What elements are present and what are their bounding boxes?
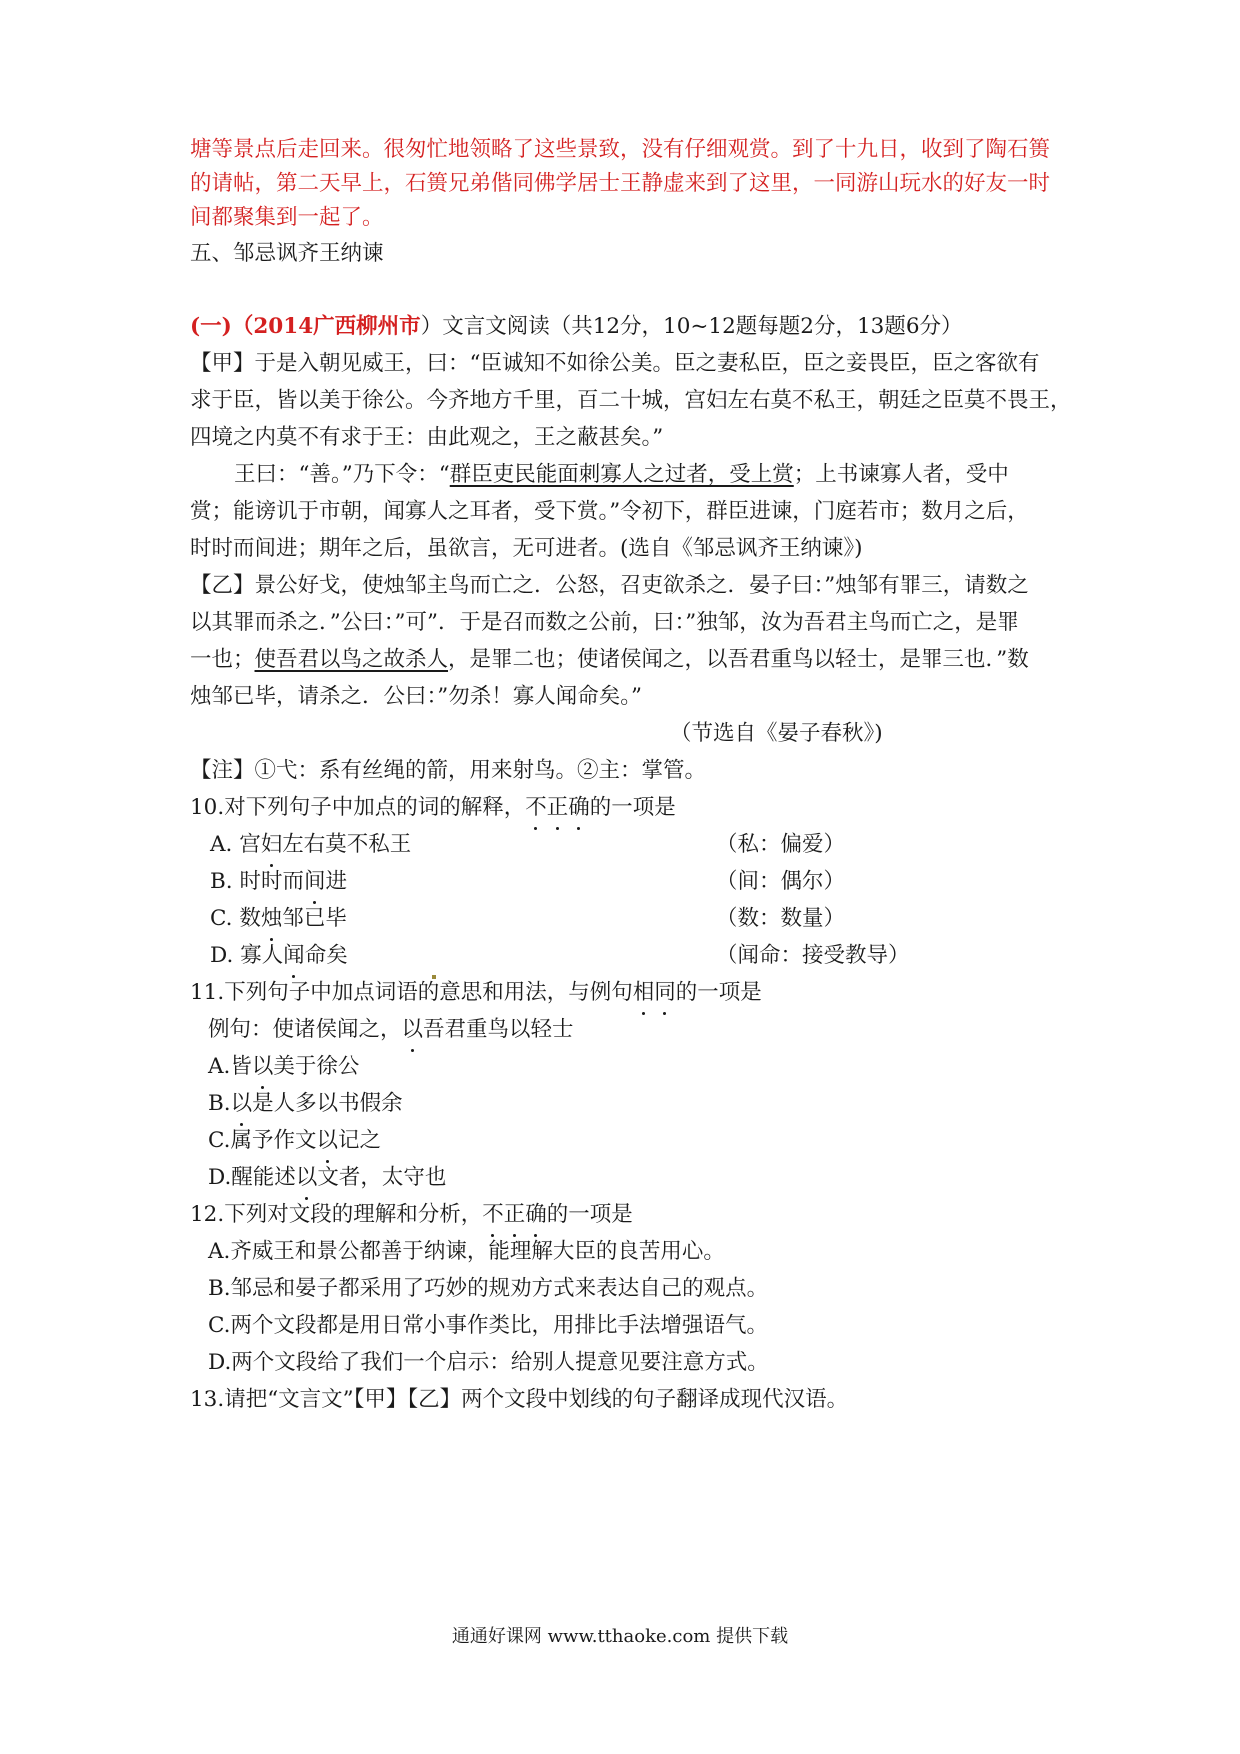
q12-option-c: C.两个文段都是用日常小事作类比，用排比手法增强语气。	[208, 1313, 769, 1338]
q10-option-b-gloss: （间：偶尔）	[716, 869, 846, 894]
q10-option-d-dotted: 闻	[283, 939, 305, 973]
q10-option-b-dotted: 间	[304, 865, 326, 899]
q13-stem: 13.请把“文言文”【甲】【乙】两个文段中划线的句子翻译成现代汉语。	[190, 1387, 849, 1412]
q10-option-a-gloss: （私：偏爱）	[716, 832, 846, 857]
q10-option-c-gloss: （数：数量）	[716, 906, 846, 931]
passage-yi-line-3	[190, 643, 1070, 677]
q10-option-a	[210, 828, 1090, 862]
q10-dot-1: 不	[525, 791, 547, 825]
passage-jia-line-1: 【甲】于是入朝见威王，曰：“臣诚知不如徐公美。臣之妻私臣，臣之妾畏臣，臣之客欲有	[190, 351, 1040, 376]
source-tag: (一)（2014广西柳州市	[190, 314, 421, 339]
q11-example-post: 吾君重鸟以轻士	[423, 1017, 574, 1042]
section-title: 五、邹忌讽齐王纳谏	[190, 241, 384, 266]
intro-line-1: 塘等景点后走回来。很匆忙地领略了这些景致，没有仔细观赏。到了十九日，收到了陶石篑	[190, 137, 1051, 162]
q10-dot-3: 确	[568, 791, 590, 825]
q11-example	[208, 1013, 1088, 1047]
q10-option-c-pre: 数	[239, 906, 261, 931]
q12-option-a: A.齐威王和景公都善于纳谏，能理解大臣的良苦用心。	[208, 1239, 725, 1264]
q12-option-b: B.邹忌和晏子都采用了巧妙的规劝方式来表达自己的观点。	[208, 1276, 769, 1301]
underlined-sentence-yi: 使吾君以鸟之故杀人	[254, 647, 449, 672]
q10-dot-2: 正	[547, 791, 569, 825]
q11-dot-2: 同	[654, 976, 676, 1010]
q10-option-d	[210, 939, 1090, 973]
q10-stem-post: 的一项是	[589, 795, 676, 820]
passage-yi-source: （节选自《晏子春秋》)	[670, 721, 883, 746]
q11-option-b	[208, 1087, 1088, 1121]
q10-stem-pre: 10.对下列句子中加点的词的解释，	[190, 795, 526, 820]
passage-yi-line-1: 【乙】景公好戈，使烛邹主鸟而亡之．公怒，召吏欲杀之．晏子曰：”烛邹有罪三，请数之	[190, 573, 1029, 598]
q12-stem-pre: 12.下列对文段的理解和分析，	[190, 1202, 483, 1227]
q10-option-d-post: 命矣	[304, 943, 348, 968]
intro-line-2: 的请帖，第二天早上，石篑兄弟偕同佛学居士王静虚来到了这里，一同游山玩水的好友一时	[190, 171, 1051, 196]
q10-option-a-letter: A.	[210, 832, 233, 857]
q12-dot-3: 确	[525, 1198, 547, 1232]
q11-option-c-post: 记之	[338, 1128, 382, 1153]
q11-option-b-dotted: 以	[231, 1087, 253, 1121]
q11-stem-post: 的一项是	[675, 980, 762, 1005]
q10-option-a-dotted: 妇	[261, 828, 283, 862]
q12-stem-post: 的一项是	[546, 1202, 633, 1227]
reading-header-rest: ）文言文阅读（共12分，10~12题每题2分，13题6分）	[420, 314, 963, 339]
q10-option-c-post: 邹已毕	[282, 906, 347, 931]
q11-option-a	[208, 1050, 1088, 1084]
q12-dot-1: 不	[482, 1198, 504, 1232]
passage-yi-line-4: 烛邹已毕，请杀之．公曰：”勿杀！寡人闻命矣。”	[190, 684, 642, 709]
reading-header	[190, 310, 1070, 344]
q10-option-d-pre: 寡人	[240, 943, 284, 968]
footer: 通通好课网 www.tthaoke.com 提供下载	[451, 1626, 789, 1647]
q10-option-b-post: 进	[325, 869, 348, 894]
q10-option-b	[210, 865, 1090, 899]
passage-jia-line-4	[234, 458, 1114, 492]
passage-yi-line-3-pre: 一也；	[190, 647, 255, 672]
intro-line-3: 间都聚集到一起了。	[190, 205, 384, 230]
q11-option-d-dotted: 以	[296, 1161, 318, 1195]
underlined-sentence-jia: 群臣吏民能面刺寡人之过者，受上赏	[449, 462, 794, 487]
q10-option-c-dotted: 烛	[261, 902, 283, 936]
passage-yi-line-3-post: ，是罪二也；使诸侯闻之，以吾君重鸟以轻士，是罪三也．”数	[448, 647, 1029, 672]
passage-jia-line-2: 求于臣，皆以美于徐公。今齐地方千里，百二十城，宫妇左右莫不私王，朝廷之臣莫不畏王，	[190, 388, 1072, 413]
q12-stem	[190, 1198, 1070, 1232]
passage-jia-line-5: 赏；能谤讥于市朝，闻寡人之耳者，受下赏。”令初下，群臣进谏，门庭若市；数月之后，	[190, 499, 1029, 524]
q11-option-d-post: 文者，太守也	[317, 1165, 447, 1190]
q10-option-b-letter: B.	[210, 869, 233, 894]
q11-stem-pre: 11.下列句子中加点词语的意思和用法，与例句	[190, 980, 633, 1005]
q11-option-b-pre: B.	[208, 1091, 231, 1116]
q11-option-d	[208, 1161, 1088, 1195]
q10-option-a-post: 左右莫不私王	[282, 832, 412, 857]
q10-stem	[190, 791, 1070, 825]
q11-option-d-pre: D.醒能述	[208, 1165, 296, 1190]
q11-dot-1: 相	[633, 976, 655, 1010]
passage-jia-line-4-pre: 王曰：“善。”乃下令：“	[234, 462, 450, 487]
passage-jia-line-4-post: ；上书谏寡人者，受中	[793, 462, 1009, 487]
q11-option-c	[208, 1124, 1088, 1158]
q11-example-pre: 例句：使诸侯闻之，	[208, 1017, 402, 1042]
passage-jia-line-3: 四境之内莫不有求于王：由此观之，王之蔽甚矣。”	[190, 425, 664, 450]
passage-jia-line-6: 时时而间进；期年之后，虽欲言，无可进者。(选自《邹忌讽齐王纳谏》)	[190, 536, 863, 561]
q10-option-d-letter: D.	[210, 943, 234, 968]
q11-stem	[190, 976, 1070, 1010]
q11-option-b-post: 是人多以书假余	[252, 1091, 403, 1116]
q12-dot-2: 正	[504, 1198, 526, 1232]
q11-option-c-dotted: 以	[317, 1124, 339, 1158]
q10-option-b-pre: 时时而	[239, 869, 304, 894]
q10-option-c	[210, 902, 1090, 936]
q11-example-dotted: 以	[402, 1013, 424, 1047]
q10-option-a-pre: 宫	[239, 832, 261, 857]
q11-option-a-pre: A.皆	[208, 1054, 252, 1079]
note: 【注】①弋：系有丝绳的箭，用来射鸟。②主：掌管。	[190, 758, 707, 783]
q12-option-d: D.两个文段给了我们一个启示：给别人提意见要注意方式。	[208, 1350, 769, 1375]
q10-option-c-letter: C.	[210, 906, 233, 931]
q11-option-a-post: 美于徐公	[273, 1054, 360, 1079]
q11-option-c-pre: C.属予作文	[208, 1128, 317, 1153]
q11-option-a-dotted: 以	[252, 1050, 274, 1084]
passage-yi-line-2: 以其罪而杀之．”公曰：”可”．于是召而数之公前，曰：”独邹，汝为吾君主鸟而亡之，是罪	[190, 610, 1019, 635]
q10-option-d-gloss: （闻命：接受教导）	[716, 943, 910, 968]
